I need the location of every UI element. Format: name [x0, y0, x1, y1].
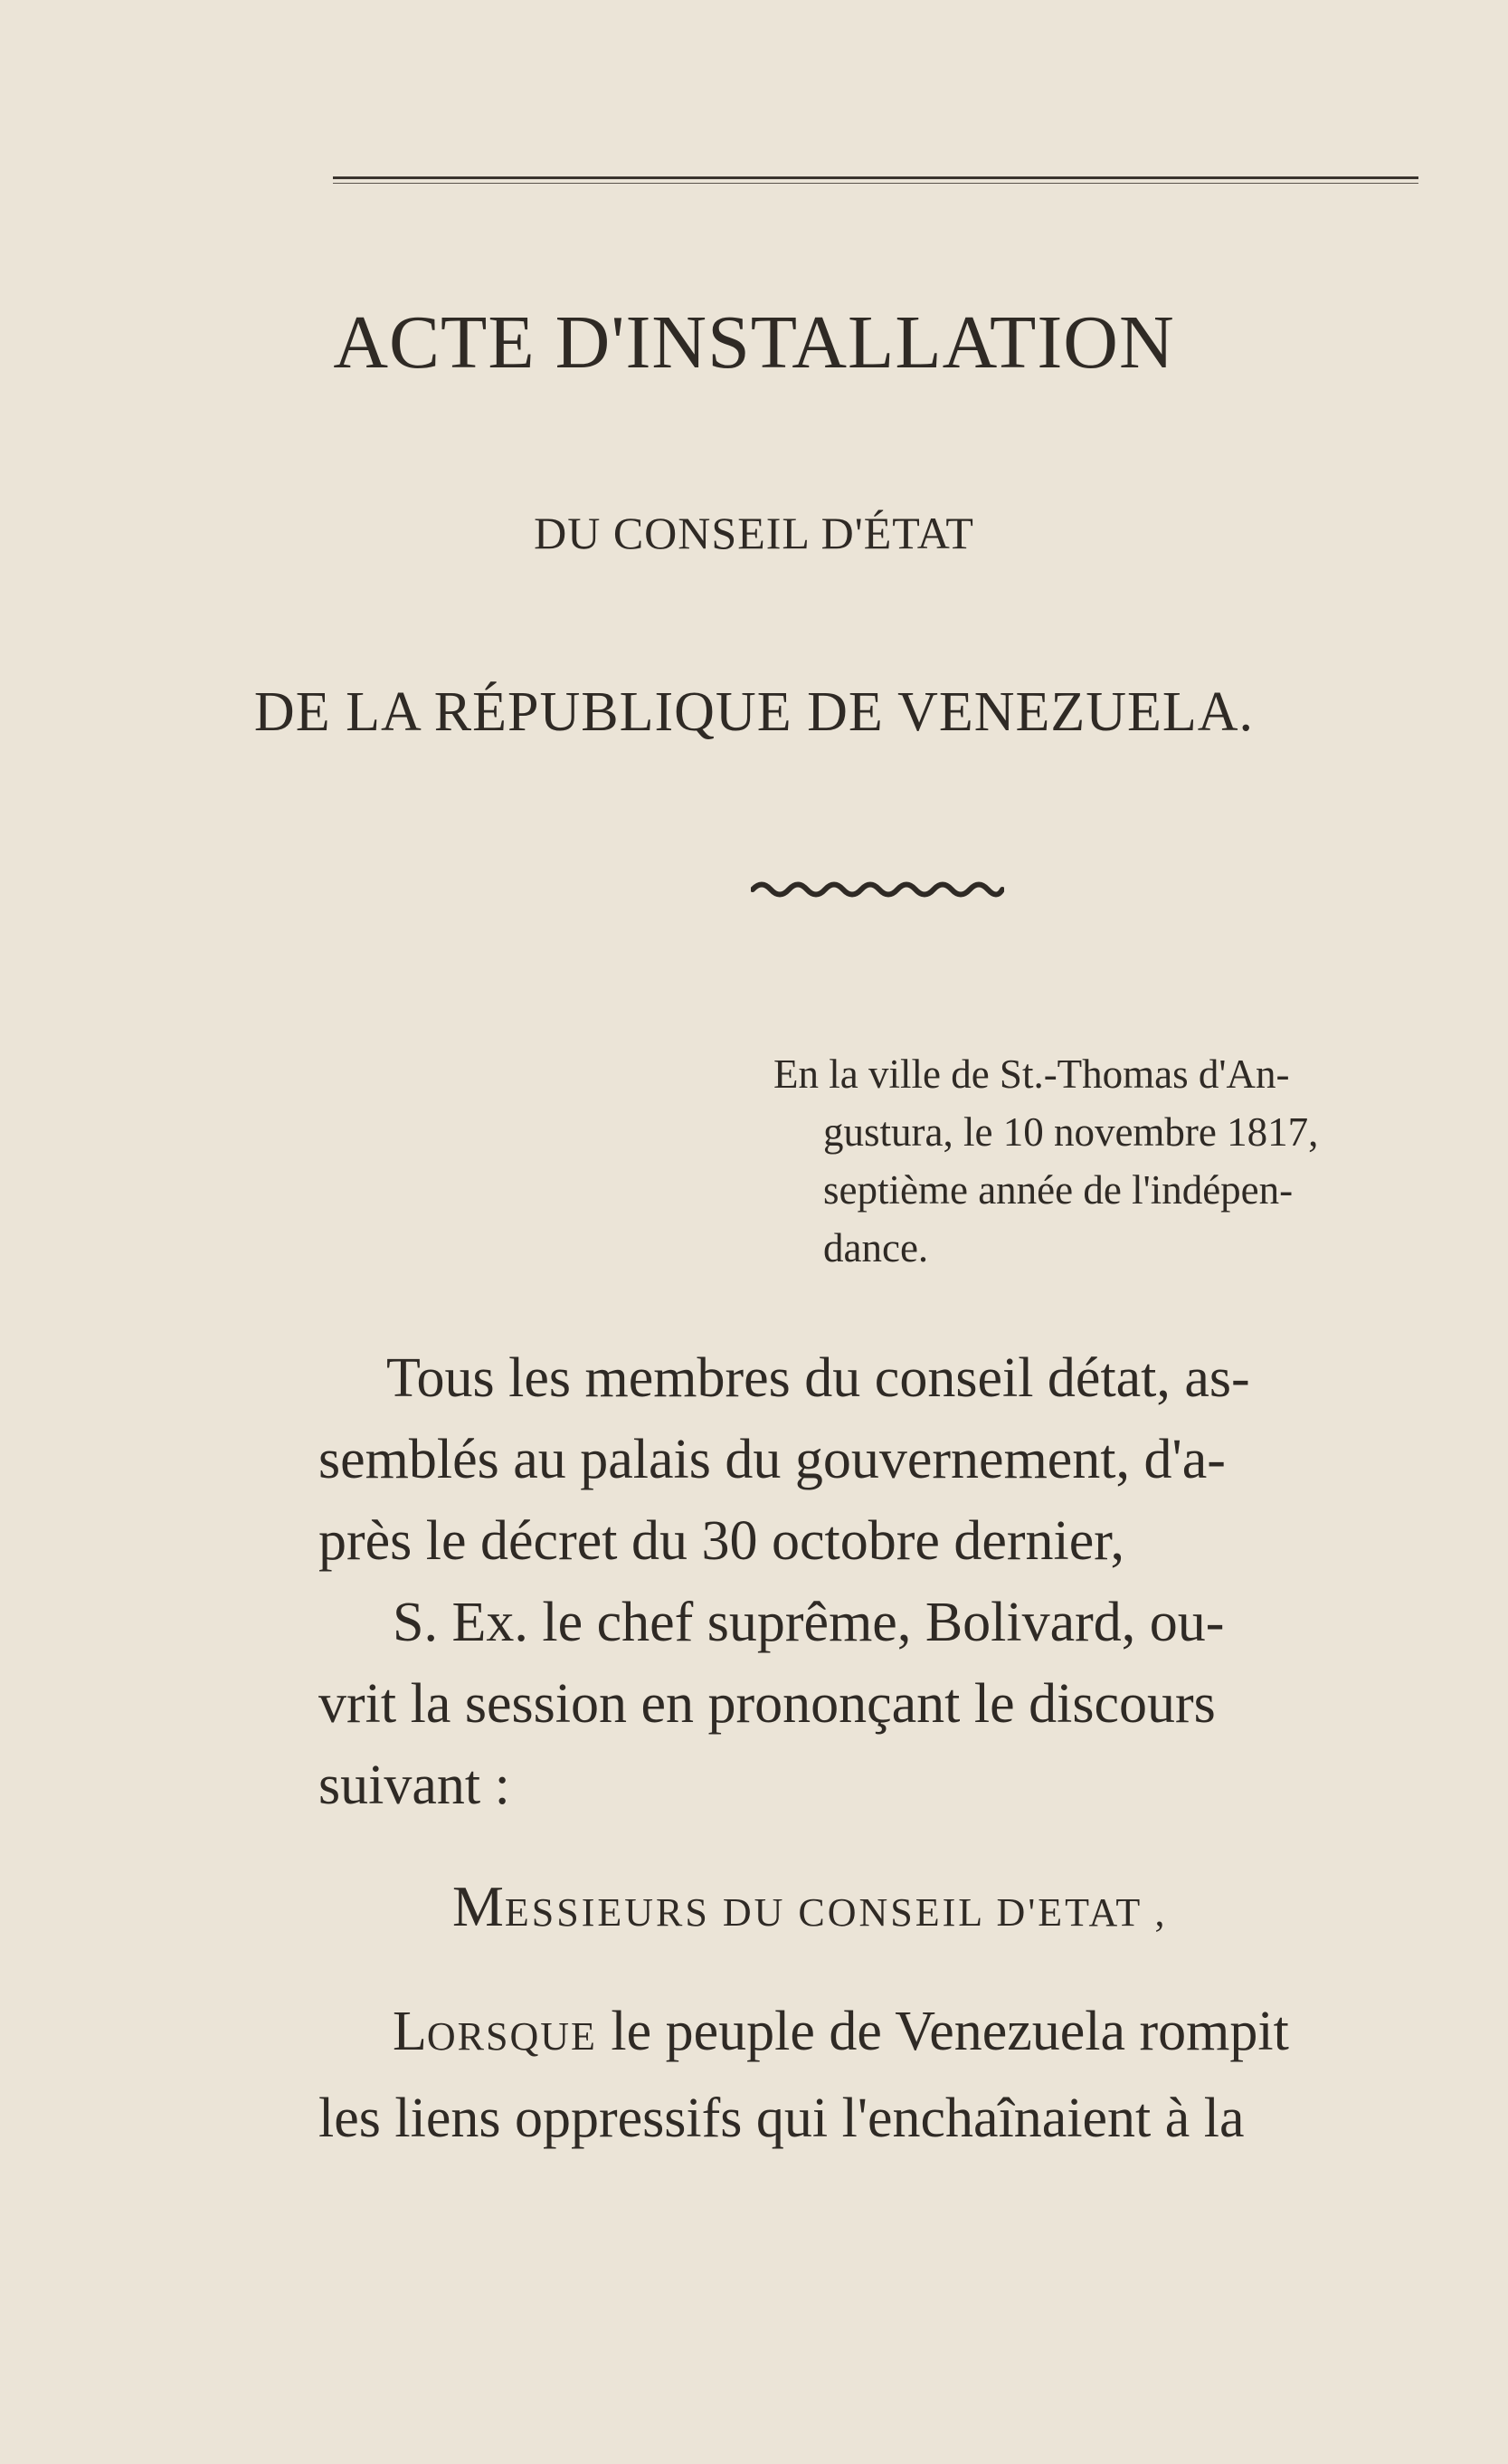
- body-line: suivant :: [318, 1755, 510, 1816]
- body-line: semblés au palais du gouvernement, d'a-: [318, 1429, 1226, 1490]
- salutation-initial: M: [452, 1874, 505, 1938]
- speech-line-text: le peuple de Venezuela rompit: [596, 2001, 1289, 2062]
- speech-paragraph: [318, 1991, 1440, 2159]
- speech-initial: L: [393, 2001, 427, 2062]
- dateline-line: En la ville de St.-Thomas d'An-: [773, 1051, 1290, 1097]
- speech-small-caps: ORSQUE: [426, 2014, 597, 2059]
- document-subtitle-republic: DE LA RÉPUBLIQUE DE VENEZUELA.: [253, 681, 1255, 743]
- speech-line: [318, 1991, 1440, 2078]
- body-line: S. Ex. le chef suprême, Bolivard, ou-: [393, 1592, 1225, 1653]
- dateline-line: septième année de l'indépen-: [823, 1167, 1294, 1213]
- body-line: près le décret du 30 octobre dernier,: [318, 1510, 1124, 1572]
- body-line: vrit la session en prononçant le discours: [318, 1673, 1216, 1735]
- header-rule: [333, 176, 1418, 184]
- body-paragraph: [318, 1337, 1440, 1826]
- dateline-line: gustura, le 10 novembre 1817,: [823, 1109, 1319, 1155]
- speech-line: les liens oppressifs qui l'enchaînaient à la: [318, 2088, 1245, 2149]
- document-subtitle-council: DU CONSEIL D'ÉTAT: [534, 508, 974, 558]
- document-title: ACTE D'INSTALLATION: [333, 300, 1175, 385]
- dateline-paragraph: [773, 1045, 1447, 1277]
- salutation-text: ESSIEURS DU CONSEIL D'ETAT ,: [504, 1890, 1168, 1935]
- wavy-ornament-icon: [751, 878, 1004, 901]
- salutation: [452, 1873, 1167, 1940]
- dateline-line: dance.: [823, 1225, 929, 1270]
- body-line: Tous les membres du conseil détat, as-: [386, 1347, 1250, 1409]
